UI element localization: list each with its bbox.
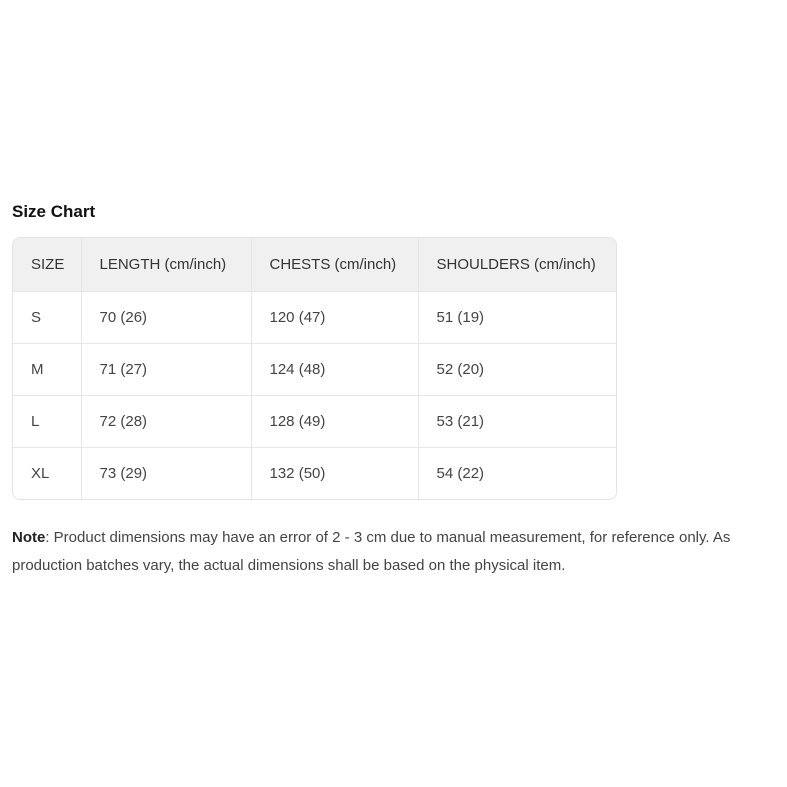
table-row [13,343,616,395]
cell-shoulders: 53 (21) [418,395,616,447]
note-label: Note [12,529,46,546]
cell-shoulders: 54 (22) [418,447,616,499]
cell-length: 72 (28) [81,395,251,447]
cell-size: M [13,343,81,395]
cell-length: 71 (27) [81,343,251,395]
cell-shoulders: 52 (20) [418,343,616,395]
cell-chests: 128 (49) [251,395,418,447]
cell-size: S [13,291,81,343]
header-shoulders: SHOULDERS (cm/inch) [418,238,616,291]
table-row [13,291,616,343]
measurement-note [12,524,782,580]
header-size: SIZE [13,238,81,291]
header-length: LENGTH (cm/inch) [81,238,251,291]
cell-length: 70 (26) [81,291,251,343]
header-chests: CHESTS (cm/inch) [251,238,418,291]
table-header-row [13,238,616,291]
note-text: : Product dimensions may have an error of 2 - 3 cm due to manual measurement, for reference only. As production batches vary, the actual dimensions shall be based on the physical item. [12,529,731,574]
cell-length: 73 (29) [81,447,251,499]
size-chart-title: Size Chart [12,202,96,221]
table-row [13,447,616,499]
cell-shoulders: 51 (19) [418,291,616,343]
cell-chests: 132 (50) [251,447,418,499]
cell-size: L [13,395,81,447]
cell-size: XL [13,447,81,499]
cell-chests: 120 (47) [251,291,418,343]
size-chart-table-container [12,237,617,500]
cell-chests: 124 (48) [251,343,418,395]
table-row [13,395,616,447]
size-chart-table [13,238,616,499]
